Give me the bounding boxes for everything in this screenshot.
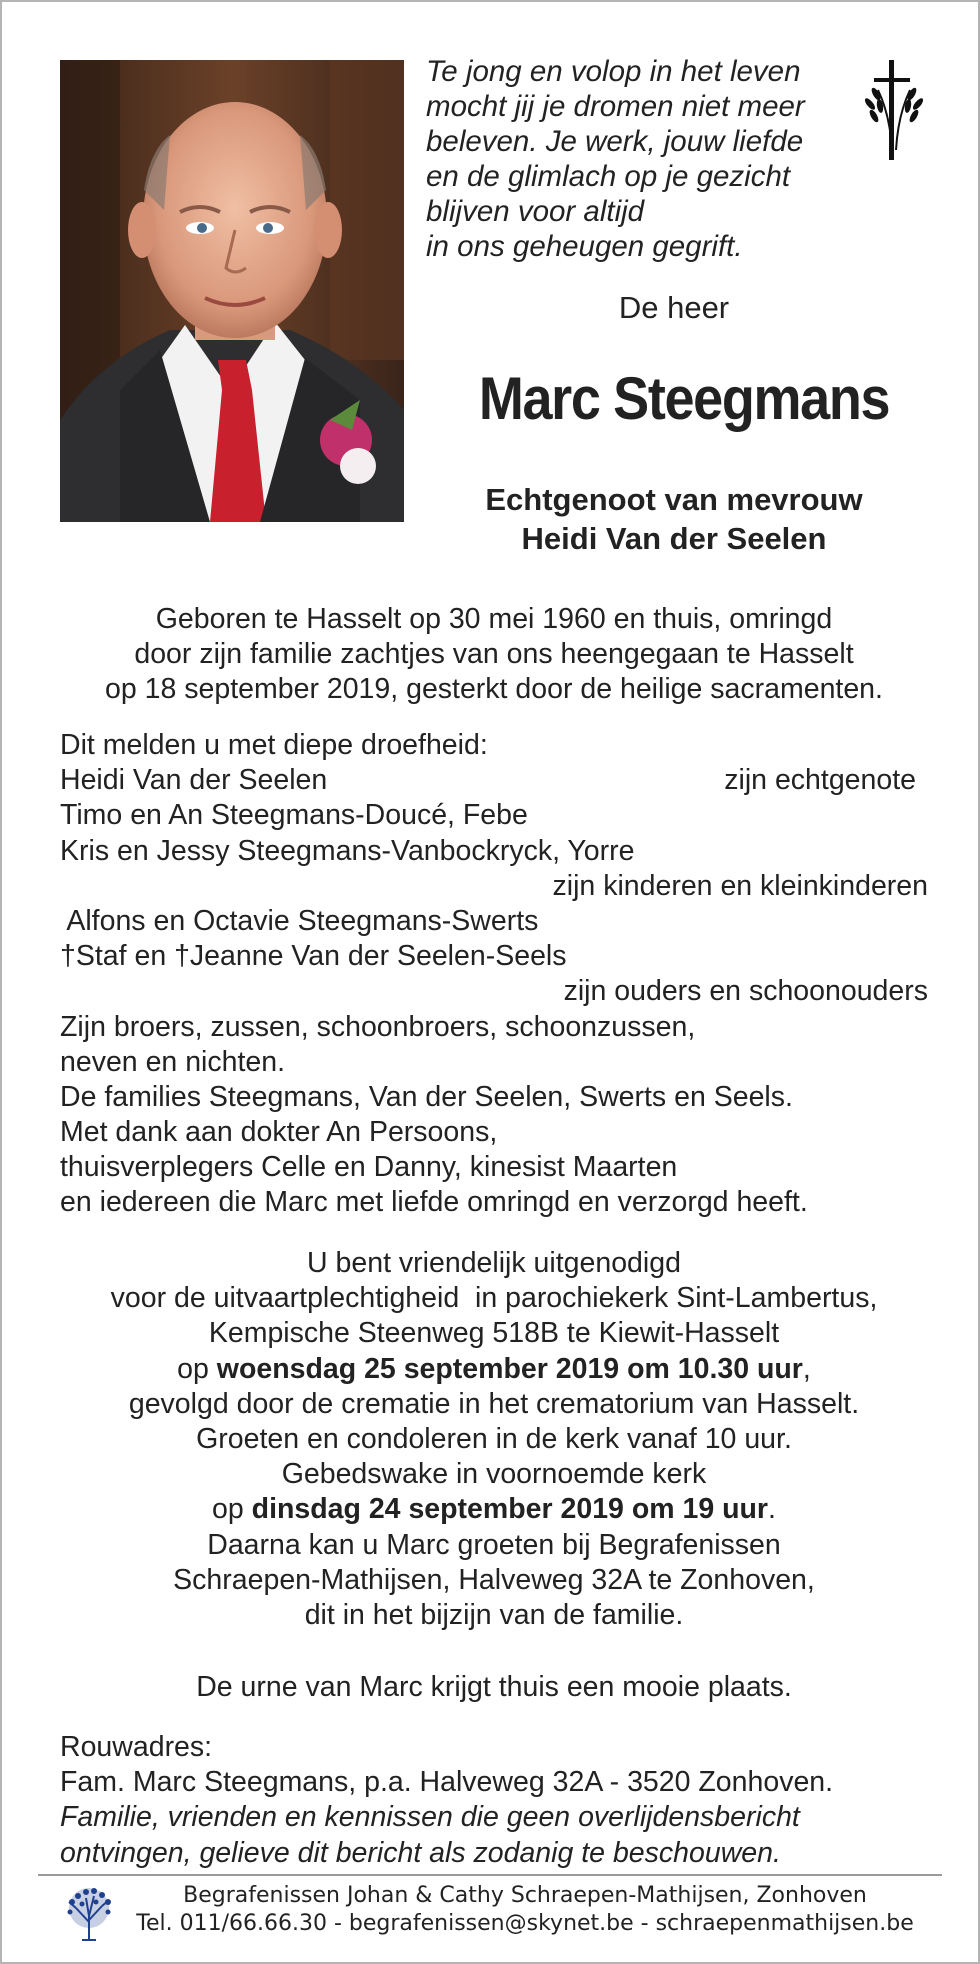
- spouse-role: zijn echtgenote: [724, 764, 916, 797]
- vigil-date: dinsdag 24 september 2019 om 19 uur: [251, 1493, 769, 1526]
- birth-line: Geboren te Hasselt op 30 mei 1960 en thuis, omringd: [155, 603, 833, 635]
- ceremony-line: Gebedswake in voornoemde kerk: [281, 1458, 707, 1491]
- footer: [60, 1882, 940, 1952]
- family-row-parents: [60, 974, 928, 1009]
- ceremony-line: Schraepen-Mathijsen, Halveweg 32A te Zonhoven,: [173, 1563, 815, 1596]
- siblings-line: Zijn broers, zussen, schoonbroers, schoonzussen,: [60, 1010, 696, 1043]
- family-list: [60, 728, 928, 1221]
- vigil-date-prefix: op: [212, 1493, 252, 1526]
- mourning-address: [60, 1730, 928, 1871]
- child-line: Timo en An Steegmans-Doucé, Febe: [60, 799, 528, 832]
- address-note: ontvingen, gelieve dit bericht als zodanig te beschouwen.: [60, 1836, 781, 1869]
- ceremony-line: gevolgd door de crematie in het crematorium van Hasselt.: [128, 1387, 860, 1420]
- funeral-home-name: Begrafenissen Johan & Cathy Schraepen-Mathijsen, Zonhoven: [183, 1883, 867, 1908]
- address-label: Rouwadres:: [60, 1731, 213, 1763]
- tree-logo-icon: [64, 1886, 114, 1942]
- thanks-line: thuisverplegers Celle en Danny, kinesist Maarten: [60, 1151, 678, 1184]
- ceremony-line: Groeten en condoleren in de kerk vanaf 10 uur.: [196, 1423, 792, 1456]
- funeral-home-contact: Tel. 011/66.66.30 - begrafenissen@skynet.be - schraepenmathijsen.be: [136, 1911, 914, 1936]
- ceremony-line: Kempische Steenweg 518B te Kiewit-Hasselt: [208, 1317, 780, 1350]
- parents-role: zijn ouders en schoonouders: [563, 975, 928, 1008]
- poem-line: Te jong en volop in het leven: [426, 55, 801, 88]
- thanks-line: en iedereen die Marc met liefde omringd en verzorgd heeft.: [60, 1186, 808, 1219]
- families-line: De families Steegmans, Van der Seelen, Swerts en Seels.: [60, 1080, 793, 1113]
- ceremony-info: [60, 1246, 928, 1633]
- poem-line: mocht jij je dromen niet meer: [426, 90, 805, 123]
- funeral-date-line: [60, 1352, 928, 1387]
- family-row-children: [60, 869, 928, 904]
- spouse-name: Heidi Van der Seelen: [60, 764, 328, 797]
- portrait-photo: [60, 60, 404, 522]
- funeral-date: woensdag 25 september 2019 om 10.30 uur: [216, 1352, 803, 1385]
- funeral-date-suffix: ,: [802, 1352, 811, 1385]
- announce-intro: Dit melden u met diepe droefheid:: [60, 729, 488, 761]
- spouse-line-2: Heidi Van der Seelen: [521, 521, 827, 556]
- deceased-name: Marc Steegmans: [478, 365, 890, 432]
- poem-line: en de glimlach op je gezicht: [426, 160, 791, 193]
- salutation: De heer: [618, 290, 730, 325]
- parents-line: †Staf en †Jeanne Van der Seelen-Seels: [60, 940, 567, 973]
- vigil-date-line: [60, 1492, 928, 1527]
- family-row-spouse: [60, 763, 928, 798]
- urn-note: De urne van Marc krijgt thuis een mooie plaats.: [196, 1671, 792, 1703]
- footer-text: [130, 1882, 920, 1938]
- ceremony-line: U bent vriendelijk uitgenodigd: [307, 1247, 681, 1279]
- spouse-line-1: Echtgenoot van mevrouw: [485, 482, 863, 517]
- birth-line: op 18 september 2019, gesterkt door de heilige sacramenten.: [105, 673, 883, 706]
- funeral-date-prefix: op: [177, 1352, 217, 1385]
- parents-line: Alfons en Octavie Steegmans-Swerts: [60, 904, 539, 937]
- ceremony-line: Daarna kan u Marc groeten bij Begrafenissen: [207, 1528, 781, 1561]
- ceremony-line: dit in het bijzijn van de familie.: [304, 1599, 684, 1632]
- poem-line: blijven voor altijd: [426, 195, 645, 228]
- address-note: Familie, vrienden en kennissen die geen overlijdensbericht: [60, 1801, 800, 1834]
- vigil-date-suffix: .: [768, 1493, 776, 1526]
- birth-line: door zijn familie zachtjes van ons heengegaan te Hasselt: [134, 638, 854, 671]
- spouse-info: [404, 480, 944, 558]
- poem-line: in ons geheugen gegrift.: [426, 230, 743, 263]
- siblings-line: neven en nichten.: [60, 1045, 286, 1078]
- child-line: Kris en Jessy Steegmans-Vanbockryck, Yorre: [60, 834, 635, 867]
- thanks-line: Met dank aan dokter An Persoons,: [60, 1116, 498, 1149]
- poem: [426, 54, 866, 264]
- children-role: zijn kinderen en kleinkinderen: [552, 869, 928, 902]
- footer-divider: [38, 1874, 942, 1876]
- poem-line: beleven. Je werk, jouw liefde: [426, 125, 804, 158]
- ceremony-line: voor de uitvaartplechtigheid in parochiekerk Sint-Lambertus,: [110, 1282, 878, 1315]
- birth-death-text: [60, 602, 928, 708]
- address-value: Fam. Marc Steegmans, p.a. Halveweg 32A - 3520 Zonhoven.: [60, 1766, 834, 1799]
